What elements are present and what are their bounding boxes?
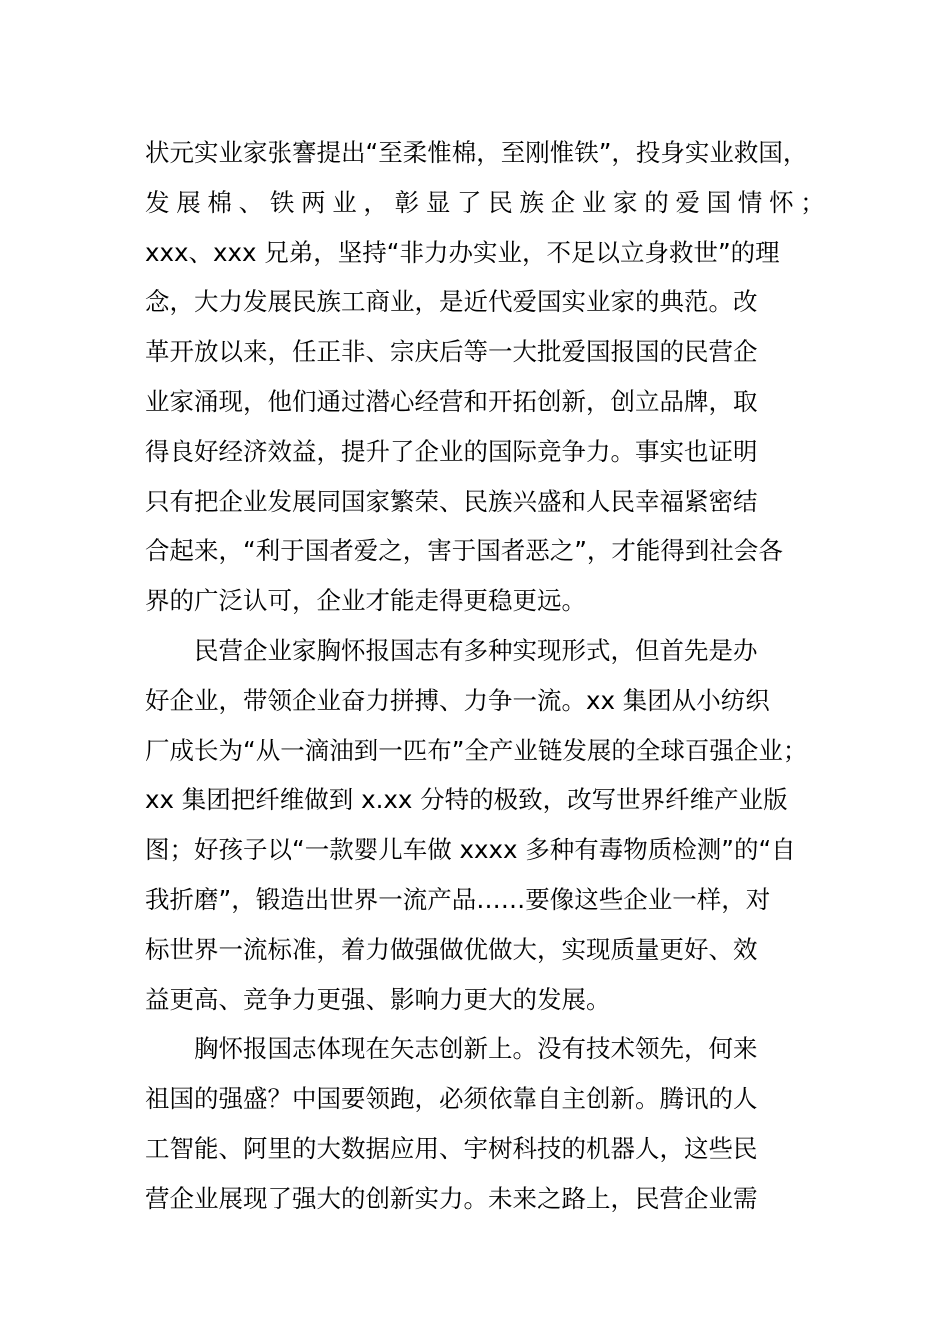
text-char: 爱 — [675, 187, 700, 217]
text-line: 状元实业家张謇提出“至柔惟棉，至刚惟铁”，投身实业救国， — [145, 138, 808, 167]
paragraph-2 — [145, 626, 835, 1024]
text-line: 念，大力发展民族工商业，是近代爱国实业家的典范。改 — [145, 287, 758, 317]
text-line: 界的广泛认可，企业才能走得更稳更远。 — [145, 586, 586, 616]
text-line: 我折磨”，锻造出世界一流产品……要像这些企业一样，对 — [145, 884, 771, 914]
text-line: 得良好经济效益，提升了企业的国际竞争力。事实也证明 — [145, 436, 758, 466]
text-char: 的 — [644, 187, 669, 217]
text-line: 工智能、阿里的大数据应用、宇树科技的机器人，这些民 — [145, 1133, 758, 1163]
text-char: ， — [363, 187, 388, 217]
text-char: 发 — [145, 187, 170, 217]
text-char: 棉 — [207, 187, 232, 217]
text-char: 业 — [581, 187, 607, 217]
text-line: xxx、xxx 兄弟，坚持“非力办实业，不足以立身救世”的理 — [145, 237, 780, 267]
text-char: 民 — [488, 187, 513, 217]
text-line: 合起来，“利于国者爱之，害于国者恶之”，才能得到社会各 — [145, 536, 783, 566]
paragraph-3 — [145, 1024, 835, 1223]
text-line-justified — [145, 178, 825, 228]
text-line: 益更高、竞争力更强、影响力更大的发展。 — [145, 984, 611, 1014]
text-char: 显 — [425, 187, 451, 217]
text-char: 族 — [519, 187, 544, 217]
text-char: 业 — [332, 187, 357, 217]
text-line: 业家涌现，他们通过潜心经营和开拓创新，创立品牌，取 — [145, 386, 758, 416]
body-text — [145, 128, 835, 1224]
text-char: ； — [800, 187, 825, 217]
text-char: 展 — [176, 187, 201, 217]
paragraph-1 — [145, 128, 835, 626]
text-char: 了 — [457, 187, 482, 217]
text-line: 革开放以来，任正非、宗庆后等一大批爱国报国的民营企 — [145, 337, 758, 367]
text-char: 铁 — [269, 187, 295, 217]
text-line: 营企业展现了强大的创新实力。未来之路上，民营企业需 — [145, 1183, 758, 1213]
text-line-indented: 胸怀报国志体现在矢志创新上。没有技术领先，何来 — [194, 1034, 758, 1064]
text-line: 只有把企业发展同国家繁荣、民族兴盛和人民幸福紧密结 — [145, 486, 758, 516]
text-char: 情 — [737, 187, 763, 217]
text-line: xx 集团把纤维做到 x.xx 分特的极致，改写世界纤维产业版 — [145, 785, 788, 815]
text-line: 图；好孩子以“一款婴儿车做 xxxx 多种有毒物质检测”的“自 — [145, 835, 796, 865]
text-line: 标世界一流标准，着力做强做优做大，实现质量更好、效 — [145, 934, 758, 964]
text-char: 两 — [301, 187, 326, 217]
text-line-indented: 民营企业家胸怀报国志有多种实现形式，但首先是办 — [194, 635, 758, 665]
text-line: 厂成长为“从一滴油到一匹布”全产业链发展的全球百强企业； — [145, 735, 808, 765]
text-char: 怀 — [769, 187, 794, 217]
text-char: 企 — [550, 187, 576, 217]
text-char: 国 — [706, 187, 732, 217]
text-line: 祖国的强盛？中国要领跑，必须依靠自主创新。腾讯的人 — [145, 1084, 758, 1114]
text-char: 家 — [613, 187, 638, 217]
text-line: 好企业，带领企业奋力拼搏、力争一流。xx 集团从小纺织 — [145, 685, 770, 715]
text-char: 、 — [238, 187, 264, 217]
text-char: 彰 — [394, 187, 420, 217]
